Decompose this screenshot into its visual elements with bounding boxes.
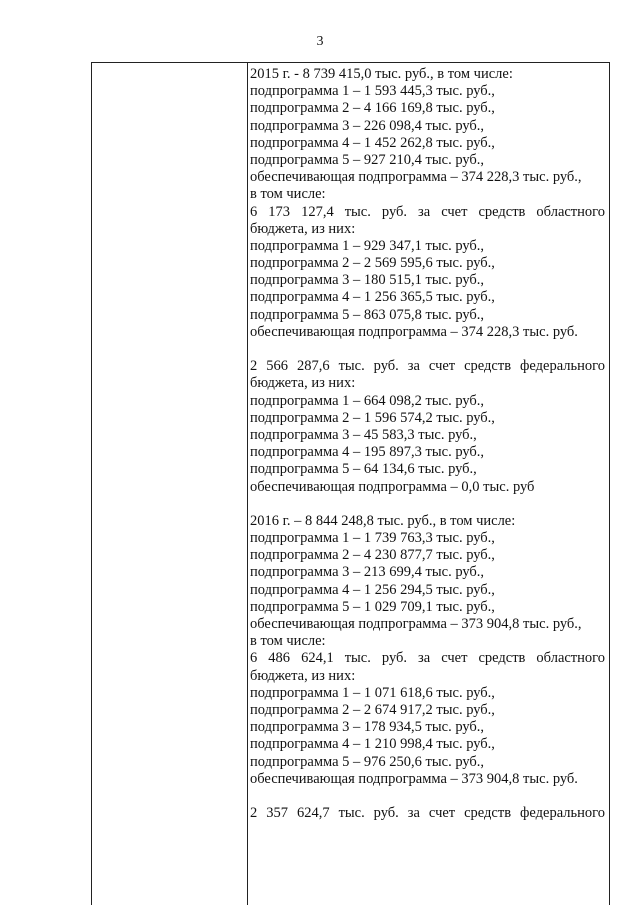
text-line: подпрограмма 3 – 213 699,4 тыс. руб., [250,564,485,581]
text-line: подпрограмма 1 – 1 071 618,6 тыс. руб., [250,684,495,701]
text-line: подпрограмма 5 – 64 134,6 тыс. руб., [250,461,477,478]
paragraph-gap [250,496,605,513]
year-2016-regional-budget [250,650,605,788]
funding-text-cell [250,66,605,822]
federal-budget-heading: 2 357 624,7 тыс. руб. за счет средств федерального [250,805,605,822]
text-line: в том числе: [250,633,326,650]
text-line: обеспечивающая подпрограмма – 0,0 тыс. руб [250,478,535,495]
regional-budget-heading: 6 486 624,1 тыс. руб. за счет средств областного [250,650,605,667]
text-line: подпрограмма 2 – 4 230 877,7 тыс. руб., [250,547,495,564]
text-line: подпрограмма 1 – 1 739 763,3 тыс. руб., [250,530,495,547]
text-line: подпрограмма 4 – 1 452 262,8 тыс. руб., [250,134,495,151]
paragraph-gap [250,788,605,805]
year-2016-total: 2016 г. – 8 844 248,8 тыс. руб., в том числе: [250,512,516,529]
text-line: подпрограмма 4 – 1 256 365,5 тыс. руб., [250,289,495,306]
text-line: подпрограмма 3 – 45 583,3 тыс. руб., [250,426,477,443]
text-line: подпрограмма 4 – 1 256 294,5 тыс. руб., [250,581,495,598]
text-line: подпрограмма 1 – 929 347,1 тыс. руб., [250,237,485,254]
text-line: обеспечивающая подпрограмма – 374 228,3 тыс. руб. [250,323,578,340]
year-2016-federal-budget [250,805,605,822]
year-2015-total: 2015 г. - 8 739 415,0 тыс. руб., в том числе: [250,66,513,82]
text-line: подпрограмма 3 – 178 934,5 тыс. руб., [250,719,485,736]
text-line: бюджета, из них: [250,667,356,684]
text-line: подпрограмма 1 – 664 098,2 тыс. руб., [250,392,485,409]
text-line: подпрограмма 2 – 1 596 574,2 тыс. руб., [250,409,495,426]
regional-budget-heading: 6 173 127,4 тыс. руб. за счет средств областного [250,203,605,220]
text-line: подпрограмма 2 – 2 674 917,2 тыс. руб., [250,701,495,718]
page-number: 3 [316,34,324,49]
text-line: обеспечивающая подпрограмма – 373 904,8 тыс. руб. [250,770,578,787]
text-line: подпрограмма 4 – 1 210 998,4 тыс. руб., [250,736,495,753]
text-line: подпрограмма 5 – 1 029 709,1 тыс. руб., [250,598,495,615]
funding-table [91,62,610,905]
text-line: подпрограмма 5 – 976 250,6 тыс. руб., [250,753,485,770]
column-divider [247,63,248,905]
year-2016-summary [250,513,605,651]
text-line: подпрограмма 2 – 2 569 595,6 тыс. руб., [250,255,495,272]
text-line: подпрограмма 4 – 195 897,3 тыс. руб., [250,444,485,461]
text-line: в том числе: [250,186,326,203]
text-line: подпрограмма 5 – 863 075,8 тыс. руб., [250,306,485,323]
year-2015-summary [250,66,605,204]
year-2015-regional-budget [250,204,605,342]
text-line: подпрограмма 3 – 180 515,1 тыс. руб., [250,272,485,289]
text-line: подпрограмма 2 – 4 166 169,8 тыс. руб., [250,100,495,117]
text-line: обеспечивающая подпрограмма – 374 228,3 тыс. руб., [250,169,582,186]
text-line: бюджета, из них: [250,375,356,392]
text-line: обеспечивающая подпрограмма – 373 904,8 тыс. руб., [250,616,582,632]
text-line: бюджета, из них: [250,220,356,237]
text-line: подпрограмма 1 – 1 593 445,3 тыс. руб., [250,83,495,100]
year-2015-federal-budget [250,358,605,496]
text-line: подпрограмма 3 – 226 098,4 тыс. руб., [250,117,485,134]
paragraph-gap [250,341,605,358]
federal-budget-heading: 2 566 287,6 тыс. руб. за счет средств федерального [250,358,605,375]
text-line: подпрограмма 5 – 927 210,4 тыс. руб., [250,151,485,168]
